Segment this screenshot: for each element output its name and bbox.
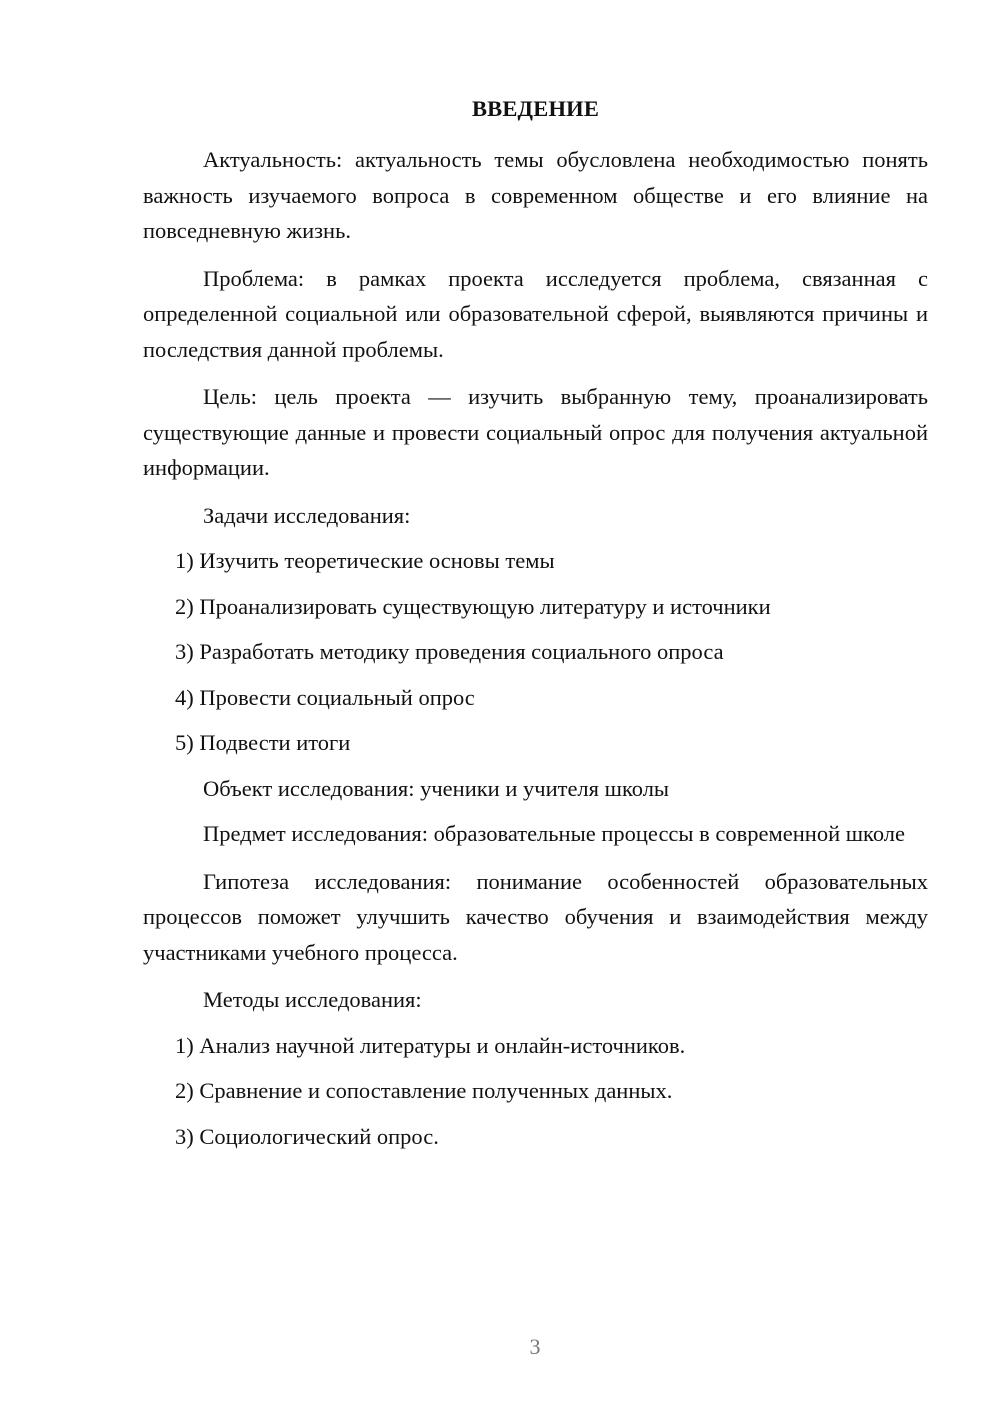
problem-paragraph: Проблема: в рамках проекта исследуется проблема, связанная с определенной социальной или образовательной сферой, выявляются причины и последствия данной проблемы.: [143, 265, 928, 362]
hypothesis-paragraph: Гипотеза исследования: понимание особенностей образовательных процессов поможет улучшить качество обучения и взаимодействия между участниками учебного процесса.: [143, 868, 928, 965]
task-item-2: 2) Проанализировать существующую литературу и источники: [175, 593, 771, 619]
task-item-1: 1) Изучить теоретические основы темы: [175, 548, 555, 573]
tasks-list: [143, 543, 928, 761]
method-item-1: 1) Анализ научной литературы и онлайн-источников.: [175, 1032, 686, 1058]
relevance-paragraph: Актуальность: актуальность темы обусловлена необходимостью понять важность изучаемого вопроса в современном обществе и его влияние на повседневную жизнь.: [143, 147, 928, 243]
object-line: Объект исследования: ученики и учителя школы: [203, 775, 670, 801]
method-item-2: 2) Сравнение и сопоставление полученных данных.: [175, 1078, 673, 1103]
task-item-5: 5) Подвести итоги: [175, 730, 351, 755]
page-content: [143, 92, 928, 1164]
subject-paragraph: Предмет исследования: образовательные процессы в современной школе: [203, 821, 906, 846]
task-item-4: 4) Провести социальный опрос: [175, 684, 475, 710]
section-heading: ВВЕДЕНИЕ: [471, 96, 600, 121]
task-item-3: 3) Разработать методику проведения социального опроса: [175, 639, 724, 664]
tasks-title: Задачи исследования:: [203, 502, 411, 528]
method-item-3: 3) Социологический опрос.: [175, 1123, 439, 1149]
methods-list: [143, 1028, 928, 1155]
page-number: 3: [529, 1334, 541, 1359]
goal-paragraph: Цель: цель проекта — изучить выбранную тему, проанализировать существующие данные и провести социальный опрос для получения актуальной информации.: [143, 384, 928, 480]
methods-title: Методы исследования:: [203, 987, 422, 1012]
